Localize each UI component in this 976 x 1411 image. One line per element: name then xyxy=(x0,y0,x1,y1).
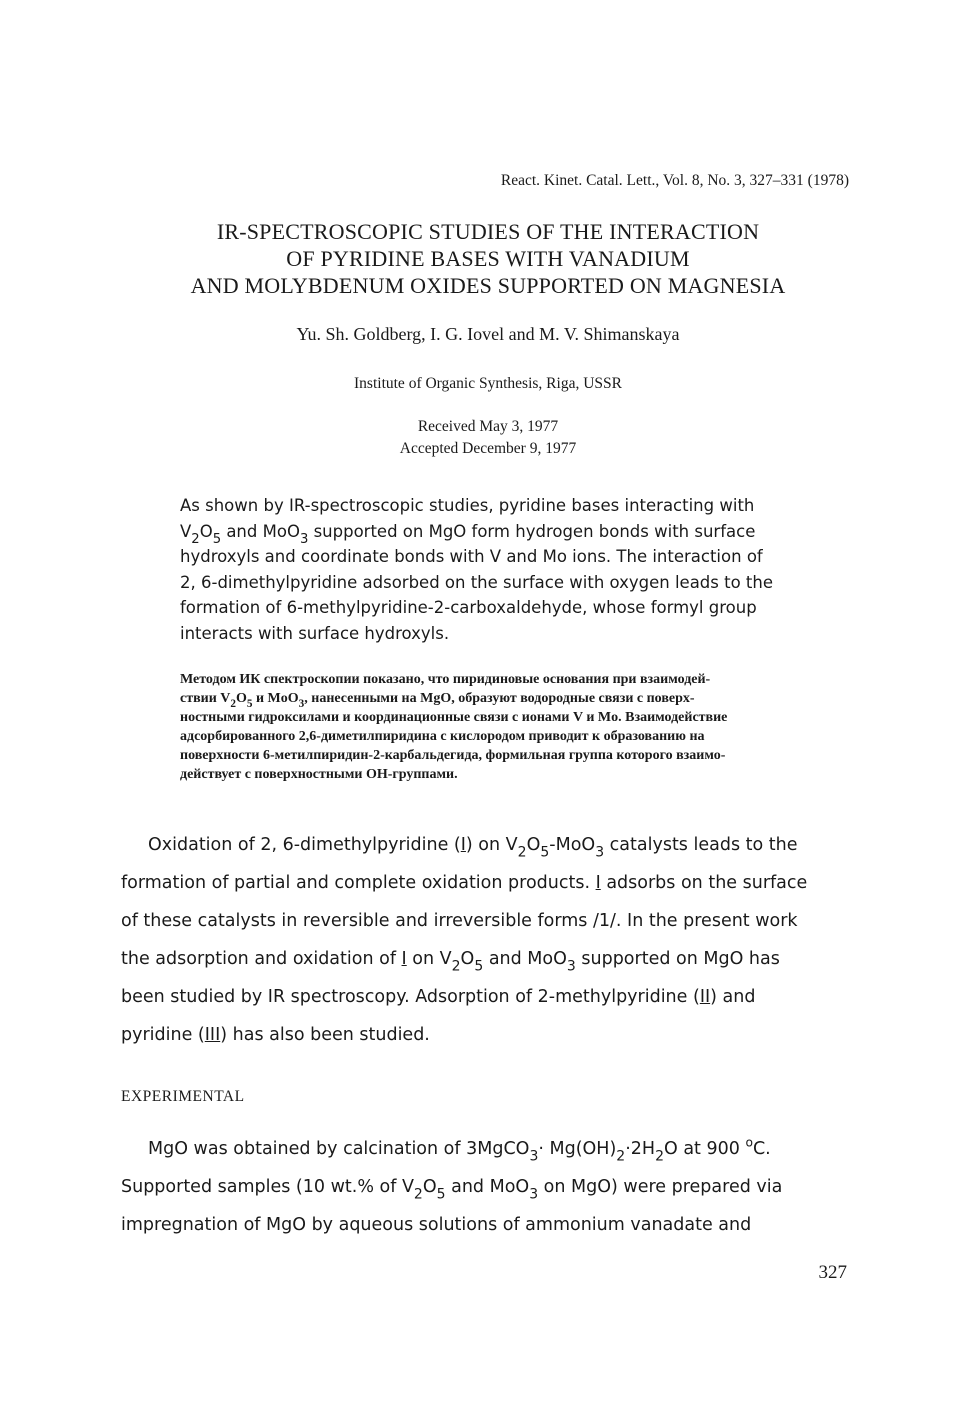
body-line: the adsorption and oxidation of I on $V_2O_5$ and MoO$_3$ supported on MgO has xyxy=(121,949,780,975)
abstract-line: ствии $V_2O_5$ и MoO$_3$, нанесенными на MgO, образуют водородные связи с поверх- xyxy=(180,691,695,711)
accepted-date: Accepted December 9, 1977 xyxy=(399,440,577,457)
title-line: AND MOLYBDENUM OXIDES SUPPORTED ON MAGNESIA xyxy=(190,273,786,298)
experimental-paragraph xyxy=(121,1130,841,1244)
abstract-english xyxy=(180,493,820,646)
title-line: IR-SPECTROSCOPIC STUDIES OF THE INTERACTION xyxy=(216,219,760,244)
body-line: impregnation of MgO by aqueous solutions of ammonium vanadate and xyxy=(121,1215,752,1235)
abstract-line: As shown by IR-spectroscopic studies, pyridine bases interacting with xyxy=(180,496,755,515)
body-line: of these catalysts in reversible and irreversible forms /1/. In the present work xyxy=(121,911,798,931)
abstract-line: действует с поверхностными ОН-группами. xyxy=(180,767,458,782)
body-line: been studied by IR spectroscopy. Adsorption of 2-methylpyridine (II) and xyxy=(121,987,756,1007)
received-date: Received May 3, 1977 xyxy=(417,418,559,435)
body-line: Supported samples (10 wt.% of $V_2O_5$ and MoO$_3$ on MgO) were prepared via xyxy=(121,1177,783,1203)
abstract-line: formation of 6-methylpyridine-2-carboxaldehyde, whose formyl group xyxy=(180,598,757,617)
dates xyxy=(0,416,976,460)
abstract-line: адсорбированного 2,6-диметилпиридина с кислородом приводит к образованию на xyxy=(180,729,705,744)
page-number: 327 xyxy=(818,1262,847,1283)
authors: Yu. Sh. Goldberg, I. G. Iovel and M. V. Shimanskaya xyxy=(296,324,680,344)
abstract-line: поверхности 6-метилпиридин-2-карбальдегида, формильная группа которого взаимо- xyxy=(180,748,726,763)
abstract-line: hydroxyls and coordinate bonds with V and Mo ions. The interaction of xyxy=(180,547,763,566)
abstract-line: ностными гидроксилами и координационные связи с ионами V и Mo. Взаимодействие xyxy=(180,710,728,725)
body-line: pyridine (III) has also been studied. xyxy=(121,1025,430,1045)
abstract-line: $V_2O_5$ and MoO$_3$ supported on MgO form hydrogen bonds with surface xyxy=(180,521,756,547)
abstract-line: interacts with surface hydroxyls. xyxy=(180,623,450,643)
body-line: Oxidation of 2, 6-dimethylpyridine (I) on $V_2O_5-MoO_3$ catalysts leads to the xyxy=(148,835,798,861)
institute: Institute of Organic Synthesis, Riga, USSR xyxy=(354,375,622,392)
body-line: MgO was obtained by calcination of 3MgCO$_3$· $Mg(OH)_2\cdot 2H_2O$ at 900 $^o$C. xyxy=(148,1135,771,1165)
journal-reference: React. Kinet. Catal. Lett., Vol. 8, No. 3, 327–331 (1978) xyxy=(500,172,849,189)
introduction-paragraph xyxy=(121,826,841,1054)
abstract-russian xyxy=(180,670,880,784)
abstract-line: 2, 6-dimethylpyridine adsorbed on the surface with oxygen leads to the xyxy=(180,572,774,592)
abstract-line: Методом ИК спектроскопии показано, что пиридиновые основания при взаимодей- xyxy=(180,672,711,687)
paper-title xyxy=(0,218,976,299)
section-heading-experimental: EXPERIMENTAL xyxy=(121,1088,245,1105)
title-line: OF PYRIDINE BASES WITH VANADIUM xyxy=(286,246,690,271)
body-line: formation of partial and complete oxidation products. I adsorbs on the surface xyxy=(121,873,808,893)
